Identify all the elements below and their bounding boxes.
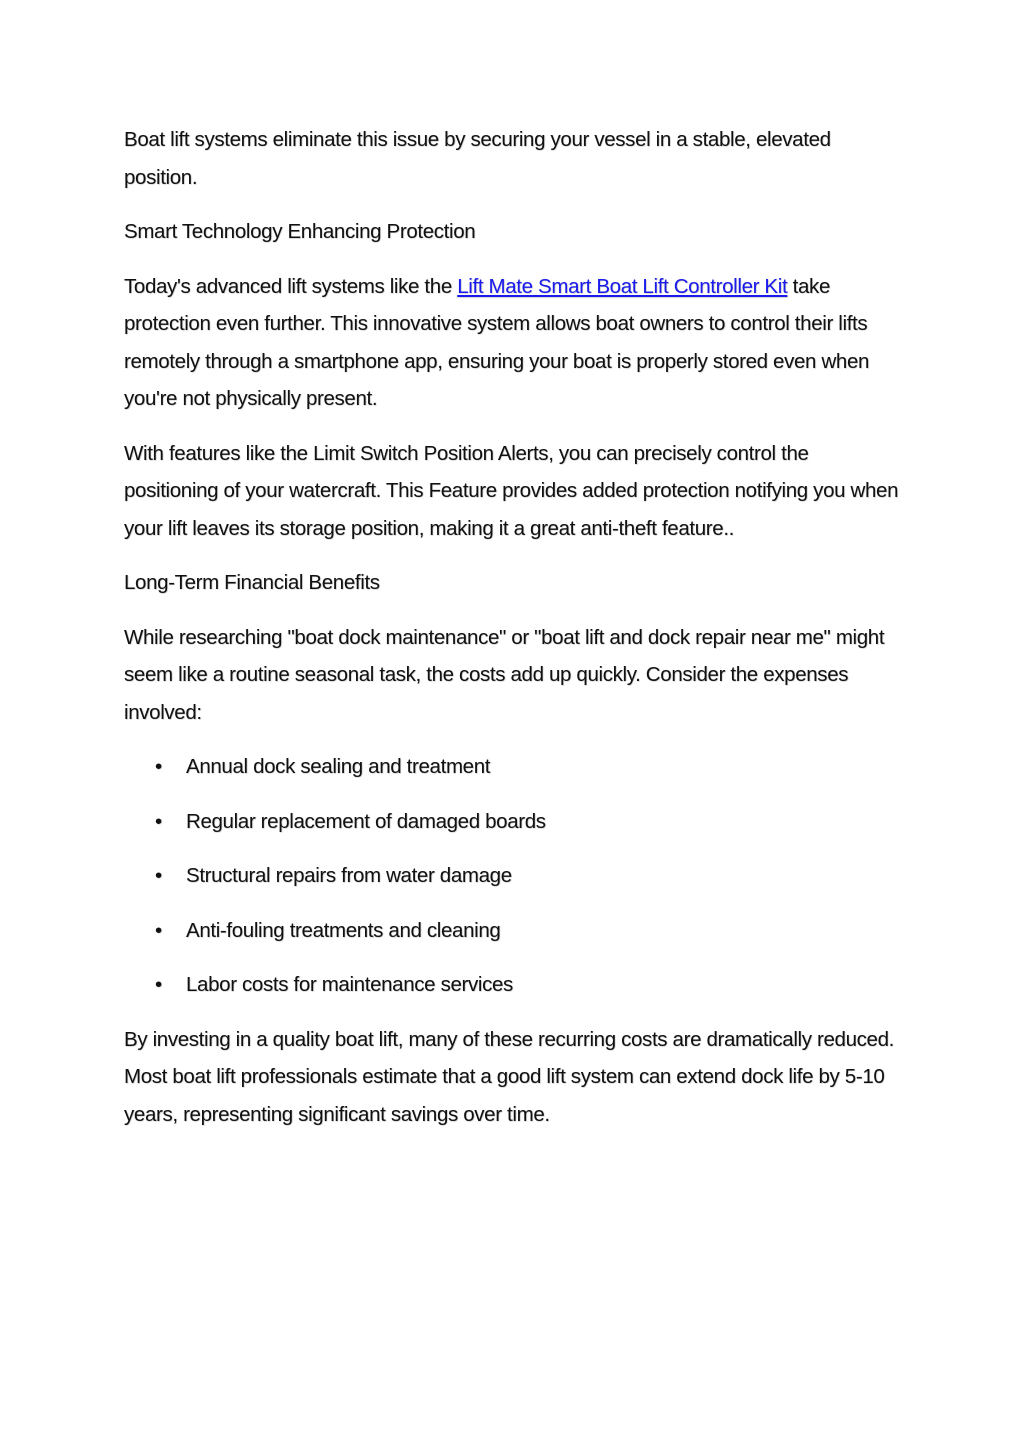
list-item [124,803,904,841]
document-page [124,121,904,1150]
bullet-icon: • [155,864,162,887]
list-item [124,857,904,895]
list-item [124,966,904,1004]
bullet-icon: • [155,809,162,833]
maintenance-costs-paragraph: While researching "boat dock maintenance" or "boat lift and dock repair near me" might seem like a routine seasonal task, the costs add up quickly. Consider the expenses involved: [124,625,885,724]
limit-switch-paragraph: With features like the Limit Switch Position Alerts, you can precisely control the positioning of your watercraft. This Feature provides added protection notifying you when your lift leaves its storage position, making it a great anti-theft feature.. [124,441,899,540]
bullet-icon: • [155,918,162,942]
list-item-label: Labor costs for maintenance services [186,973,513,996]
section-heading-smart-technology: Smart Technology Enhancing Protection [124,220,476,243]
paragraph-text-before-link: Today's advanced lift systems like the [124,274,458,298]
list-item-label: Structural repairs from water damage [186,864,512,887]
bullet-icon: • [155,755,162,778]
expenses-list [124,748,904,1004]
conclusion-paragraph: By investing in a quality boat lift, many of these recurring costs are dramatically reduced. Most boat lift professionals estimate that a good lift system can extend dock life by 5-10 years, representing significant savings over time. [124,1027,894,1126]
bullet-icon: • [155,973,162,996]
list-item [124,912,904,950]
intro-paragraph: Boat lift systems eliminate this issue by securing your vessel in a stable, elevated position. [124,128,831,189]
smart-technology-paragraph [124,268,904,418]
list-item-label: Regular replacement of damaged boards [186,809,546,833]
list-item-label: Annual dock sealing and treatment [186,755,491,778]
lift-mate-controller-kit-link[interactable]: Lift Mate Smart Boat Lift Controller Kit [457,274,788,298]
list-item [124,748,904,786]
paragraph-text-after-link: take protection even further. This innovative system allows boat owners to control their lifts remotely through a smartphone app, ensuring your boat is properly stored even when you're not physically present. [124,274,870,410]
list-item-label: Anti-fouling treatments and cleaning [186,918,501,942]
section-heading-financial-benefits: Long-Term Financial Benefits [124,571,380,594]
